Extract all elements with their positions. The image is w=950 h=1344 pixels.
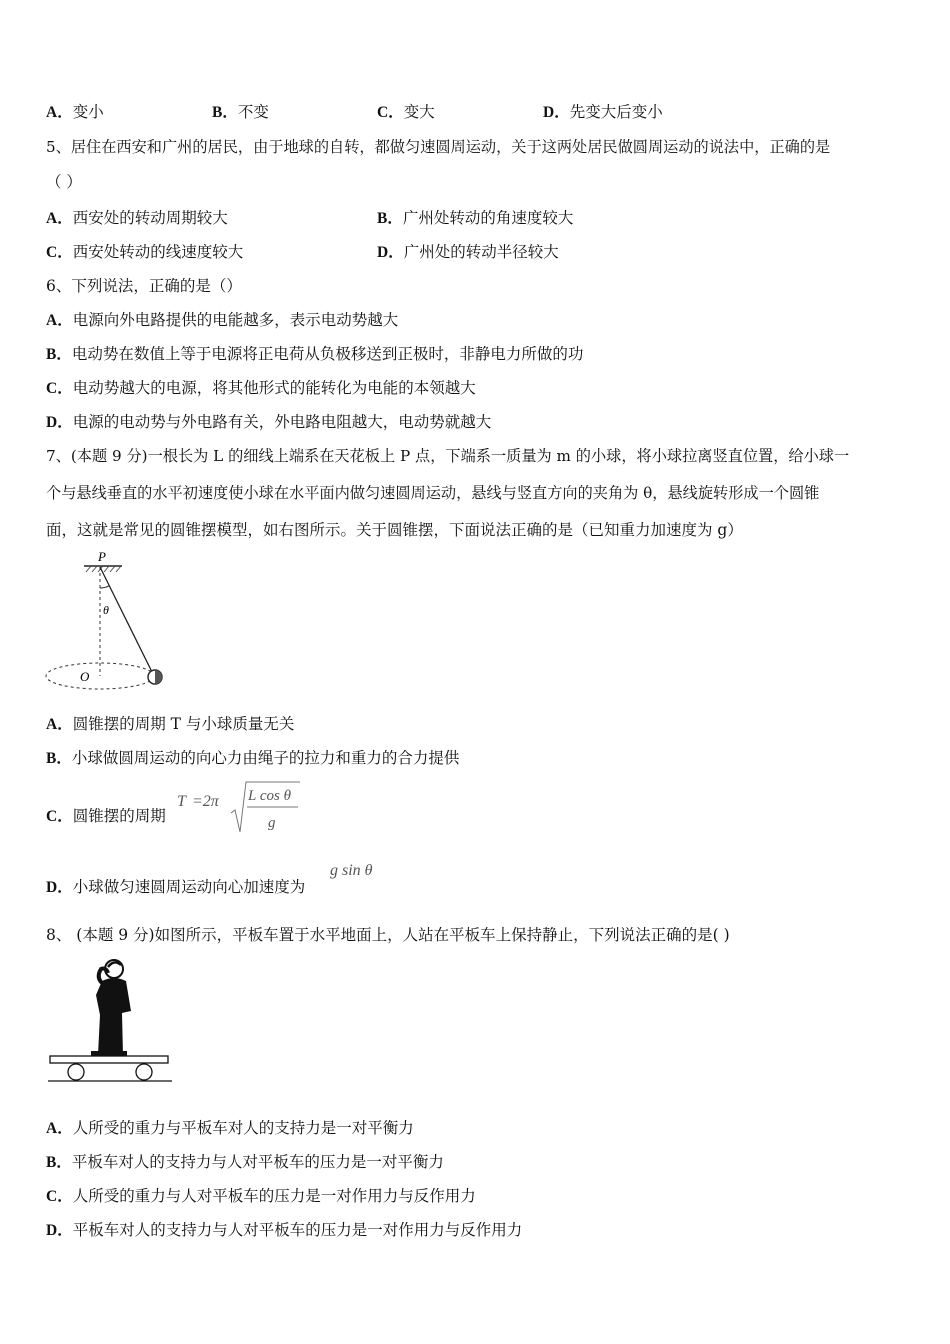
pendulum-string [100, 567, 152, 672]
q4-option-b: B．不变 [212, 103, 269, 121]
cart-icon [48, 1056, 172, 1081]
q7-stem-line3: 面，这就是常见的圆锥摆模型，如右图所示。关于圆锥摆，下面说法正确的是（已知重力加速度为 g） [46, 521, 743, 539]
q5-stem-line2: （ ） [46, 173, 82, 191]
q7-option-a: A．圆锥摆的周期 T 与小球质量无关 [46, 715, 295, 733]
q7-option-d: D．小球做匀速圆周运动向心加速度为 [46, 878, 306, 896]
q6-option-b: B．电动势在数值上等于电源将正电荷从负极移送到正极时，非静电力所做的功 [46, 345, 584, 363]
q5-stem-line1: 5、居住在西安和广州的居民，由于地球的自转，都做匀速圆周运动，关于这两处居民做圆周运动的说法中，正确的是 [46, 138, 831, 156]
q8-option-a: A．人所受的重力与平板车对人的支持力是一对平衡力 [46, 1119, 414, 1137]
label-o: O [80, 669, 90, 684]
q6-option-c: C．电动势越大的电源，将其他形式的能转化为电能的本领越大 [46, 379, 476, 397]
ball-shade [155, 670, 162, 684]
formula-lhs: T [177, 793, 186, 810]
q8-option-c: C．人所受的重力与人对平板车的压力是一对作用力与反作用力 [46, 1187, 476, 1205]
formula-denominator: g [268, 815, 276, 831]
q8-stem: 8、 (本题 9 分)如图所示，平板车置于水平地面上，人站在平板车上保持静止，下列说法正确的是( ) [46, 926, 730, 944]
label-p: P [98, 549, 106, 564]
conical-pendulum-figure [42, 548, 172, 694]
acceleration-formula: g sin θ [330, 862, 373, 879]
label-theta: θ [103, 603, 109, 617]
q7-stem-line2: 个与悬线垂直的水平初速度使小球在水平面内做匀速圆周运动，悬线与竖直方向的夹角为 θ，悬线旋转形成一个圆锥 [46, 484, 820, 502]
formula-numerator: L cos θ [248, 788, 291, 804]
ceiling-hatch [86, 566, 121, 572]
q4-option-c: C．变大 [377, 103, 435, 121]
q5-option-b: B．广州处转动的角速度较大 [377, 209, 574, 227]
angle-arc [100, 586, 109, 588]
period-formula [176, 780, 306, 838]
q7-stem-line1: 7、(本题 9 分)一根长为 L 的细线上端系在天花板上 P 点，下端系一质量为 m 的小球，将小球拉离竖直位置，给小球一 [46, 447, 850, 465]
q4-option-d: D．先变大后变小 [543, 103, 663, 121]
formula-eq: =2π [192, 793, 219, 810]
q6-stem: 6、下列说法，正确的是（） [46, 277, 242, 295]
q6-option-a: A．电源向外电路提供的电能越多，表示电动势越大 [46, 311, 399, 329]
q7-option-b: B．小球做圆周运动的向心力由绳子的拉力和重力的合力提供 [46, 749, 460, 767]
q4-option-a: A．变小 [46, 103, 104, 121]
q8-option-d: D．平板车对人的支持力与人对平板车的压力是一对作用力与反作用力 [46, 1221, 523, 1239]
q5-option-c: C．西安处转动的线速度较大 [46, 243, 244, 261]
q7-option-c: C．圆锥摆的周期 [46, 807, 166, 825]
q6-option-d: D．电源的电动势与外电路有关，外电路电阻越大，电动势就越大 [46, 413, 492, 431]
person-icon [91, 960, 131, 1056]
q5-option-a: A．西安处的转动周期较大 [46, 209, 228, 227]
q5-option-d: D．广州处的转动半径较大 [377, 243, 559, 261]
q8-option-b: B．平板车对人的支持力与人对平板车的压力是一对平衡力 [46, 1153, 444, 1171]
person-on-cart-figure [46, 955, 176, 1087]
